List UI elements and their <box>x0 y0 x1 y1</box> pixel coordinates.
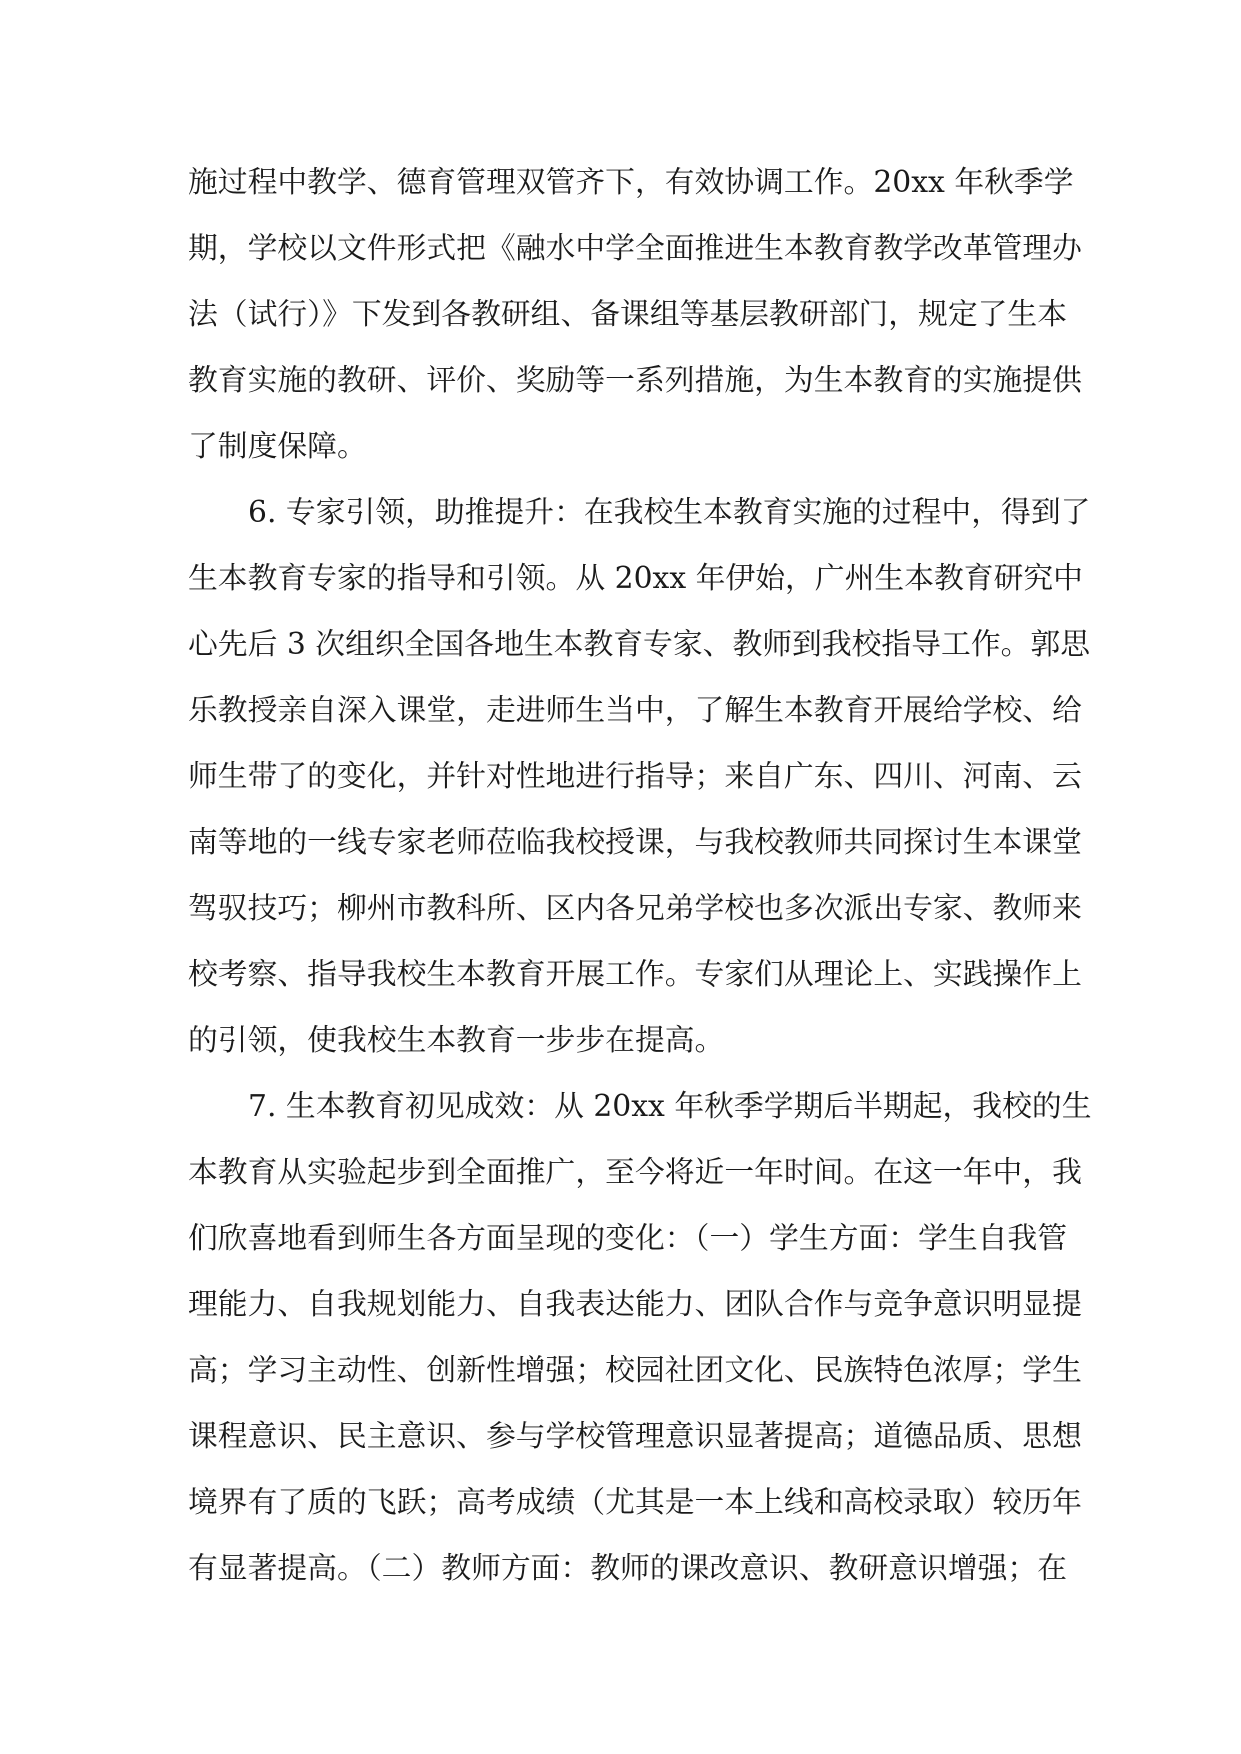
paragraph-2 <box>188 480 1091 1074</box>
text-line: 7. 生本教育初见成效：从 20xx 年秋季学期后半期起，我校的生 <box>248 1089 1092 1124</box>
text-line: 施过程中教学、德育管理双管齐下，有效协调工作。20xx 年秋季学 <box>188 165 1074 200</box>
text-line: 南等地的一线专家老师莅临我校授课，与我校教师共同探讨生本课堂 <box>188 825 1082 860</box>
text-line: 本教育从实验起步到全面推广，至今将近一年时间。在这一年中，我 <box>188 1155 1082 1190</box>
text-line: 校考察、指导我校生本教育开展工作。专家们从理论上、实践操作上 <box>188 957 1082 992</box>
paragraph-3 <box>188 1074 1092 1602</box>
text-line: 生本教育专家的指导和引领。从 20xx 年伊始，广州生本教育研究中 <box>188 561 1083 596</box>
text-line: 法（试行）》下发到各教研组、备课组等基层教研部门，规定了生本 <box>188 297 1068 332</box>
text-line: 的引领，使我校生本教育一步步在提高。 <box>188 1023 725 1058</box>
text-line: 境界有了质的飞跃；高考成绩（尤其是一本上线和高校录取）较历年 <box>188 1485 1082 1520</box>
text-line: 课程意识、民主意识、参与学校管理意识显著提高；道德品质、思想 <box>188 1419 1082 1454</box>
text-line: 6. 专家引领，助推提升：在我校生本教育实施的过程中，得到了 <box>248 495 1091 530</box>
text-line: 理能力、自我规划能力、自我表达能力、团队合作与竞争意识明显提 <box>188 1287 1082 1322</box>
text-line: 心先后 3 次组织全国各地生本教育专家、教师到我校指导工作。郭思 <box>188 627 1091 662</box>
text-line: 教育实施的教研、评价、奖励等一系列措施，为生本教育的实施提供 <box>188 363 1082 398</box>
text-line: 师生带了的变化，并针对性地进行指导；来自广东、四川、河南、云 <box>188 759 1082 794</box>
text-line: 们欣喜地看到师生各方面呈现的变化：（一）学生方面：学生自我管 <box>188 1221 1068 1256</box>
text-line: 了制度保障。 <box>188 429 367 464</box>
text-line: 驾驭技巧；柳州市教科所、区内各兄弟学校也多次派出专家、教师来 <box>188 891 1082 926</box>
paragraph-1 <box>188 150 1082 480</box>
text-line: 有显著提高。（二）教师方面：教师的课改意识、教研意识增强；在 <box>188 1551 1068 1586</box>
text-line: 高；学习主动性、创新性增强；校园社团文化、民族特色浓厚；学生 <box>188 1353 1082 1388</box>
body-text <box>188 150 1092 1602</box>
text-line: 期，学校以文件形式把《融水中学全面推进生本教育教学改革管理办 <box>188 231 1082 266</box>
text-line: 乐教授亲自深入课堂，走进师生当中，了解生本教育开展给学校、给 <box>188 693 1082 728</box>
